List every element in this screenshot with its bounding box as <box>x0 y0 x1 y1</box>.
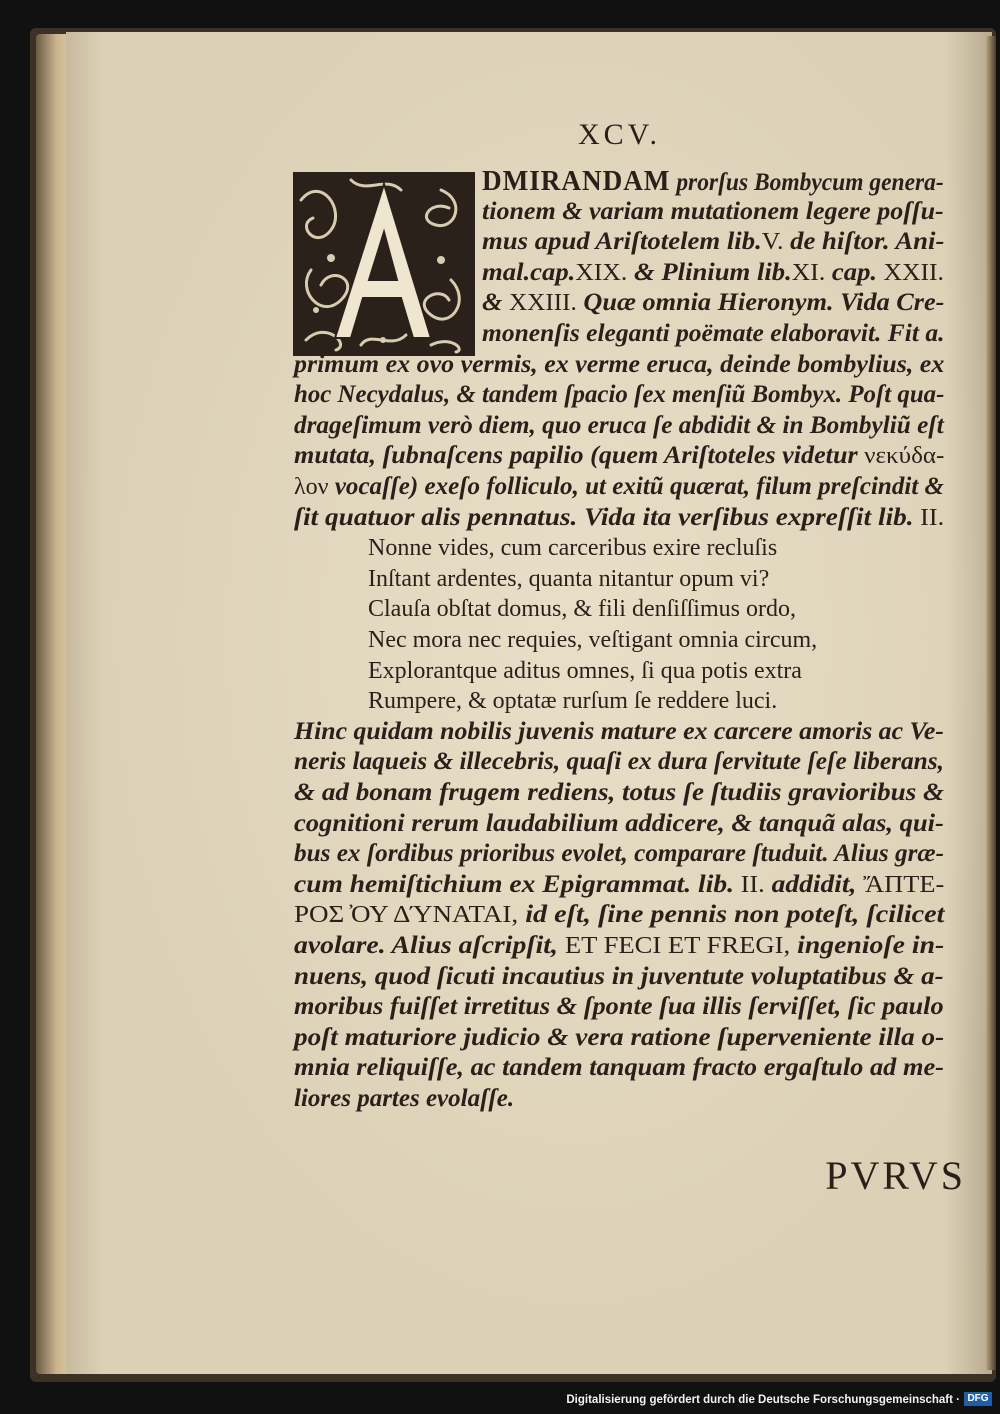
text-line <box>294 1084 514 1114</box>
footer-credit: Digitalisierung gefördert durch die Deutsche Forschungsgemeinschaft · <box>566 1394 960 1406</box>
text-run: Quæ omnia Hieronym. Vida Cre- <box>576 289 945 317</box>
text-run: ſit quatuor alis pennatus. Vida ita verſibus expreſſit lib. <box>294 503 914 531</box>
text-run: Nec mora nec requies, veſtigant omnia circum, <box>368 627 818 653</box>
text-line <box>294 503 944 533</box>
text-run: II. <box>733 871 765 898</box>
text-line <box>368 594 796 624</box>
decorated-initial <box>291 170 477 358</box>
text-run: ET FECI ET FREGI, <box>564 933 791 959</box>
text-line <box>294 411 944 441</box>
text-run: XI. <box>791 259 826 286</box>
text-run: ΡΟΣ ̓ΟΥ ΔΎΝΑΤΑΙ, <box>294 902 519 929</box>
text-run: DMIRANDAM <box>482 165 671 197</box>
text-line <box>294 1023 944 1053</box>
text-line <box>368 564 769 594</box>
text-run: & <box>482 289 509 317</box>
text-run: vocaſſe) exeſo folliculo, ut exitũ quærat, filum preſcindit & <box>328 473 945 500</box>
text-run: XXIII. <box>508 290 577 317</box>
text-run: nuens, quod ſicuti incautius in juventute voluptatibus & a- <box>294 962 944 990</box>
text-line <box>294 809 944 839</box>
text-line <box>294 900 945 930</box>
text-run: II. <box>913 504 945 531</box>
text-run: XXII. <box>877 259 944 286</box>
text-line <box>482 288 944 318</box>
text-line <box>482 319 944 349</box>
text-run: ἌΠΤΕ- <box>863 871 945 898</box>
text-run: mus apud Ariſtotelem lib. <box>482 228 762 256</box>
text-run: poſt maturiore judicio & vera ratione ſuperveniente illa o- <box>294 1023 945 1051</box>
text-run: V. <box>761 229 784 256</box>
text-run: drageſimum verò diem, quo eruca ſe abdidit & in Bombyliũ eſt <box>294 411 944 439</box>
text-run: tionem & variam mutationem legere poſſu- <box>482 197 944 225</box>
text-run: monenſis eleganti poëmate elaboravit. Fit a. <box>482 320 945 347</box>
text-line <box>482 258 944 288</box>
text-run: mnia reliquiſſe, ac tandem tanquam fracto ergaſtulo ad me- <box>294 1054 944 1082</box>
text-run: XIX. <box>575 259 628 286</box>
text-line <box>294 962 944 992</box>
text-line <box>368 625 817 655</box>
text-run: hoc Necydalus, & tandem ſpacio ſex menſiũ Bombyx. Poſt qua- <box>294 381 945 409</box>
text-line <box>482 166 944 198</box>
text-line <box>294 992 944 1022</box>
initial-letter: A <box>291 170 292 171</box>
text-run: moribus fuiſſet irretitus & ſponte ſua illis ſerviſſet, ſic paulo <box>294 993 944 1021</box>
text-line <box>294 472 944 502</box>
page-gutter <box>986 36 996 1370</box>
text-run: mutata, ſubnaſcens papilio (quem Ariſtoteles videtur <box>294 442 865 470</box>
text-run: Nonne vides, cum carceribus exire recluſis <box>368 535 778 562</box>
text-run: Hinc quidam nobilis juvenis mature ex carcere amoris ac Ve- <box>294 717 944 745</box>
text-run: addidit, <box>764 870 864 898</box>
text-line <box>294 747 944 777</box>
text-line <box>294 350 944 380</box>
text-run: ingenioſe in- <box>790 932 945 959</box>
text-run: primum ex ovo vermis, ex verme eruca, deinde bombylius, ex <box>294 350 945 378</box>
text-run: mal.cap. <box>482 258 576 286</box>
digitization-footer <box>0 1382 1000 1414</box>
text-run: avolare. Alius aſcripſit, <box>294 932 565 959</box>
text-line <box>294 839 944 869</box>
text-line <box>294 1053 944 1083</box>
text-line <box>294 717 944 747</box>
text-line <box>368 686 777 716</box>
text-run: & Plinium lib. <box>627 258 792 286</box>
text-run: λον <box>294 474 329 500</box>
text-line <box>482 227 944 257</box>
text-run: id eſt, ſine pennis non poteſt, ſcilicet <box>518 901 945 929</box>
text-run: cap. <box>825 258 878 286</box>
text-run: νεκύδα- <box>864 443 945 470</box>
text-line <box>368 533 777 563</box>
text-run: neris laqueis & illecebris, quaſi ex dura ſervitute ſeſe liberans, <box>294 748 944 776</box>
text-line <box>294 931 944 961</box>
text-run: cognitioni rerum laudabilium addicere, & tanquã alas, qui- <box>294 809 944 837</box>
page-folio: XCV. <box>578 118 661 151</box>
catchword: PVRVS <box>825 1153 966 1198</box>
text-line <box>368 656 802 686</box>
text-run: Inſtant ardentes, quanta nitantur opum vi? <box>368 565 770 592</box>
text-run: prorſus Bombycum genera- <box>670 169 944 196</box>
text-line <box>482 197 944 227</box>
text-line <box>294 441 944 471</box>
text-run: Rumpere, & optatæ rurſum ſe reddere luci. <box>368 688 778 715</box>
dfg-logo: DFG <box>964 1392 992 1406</box>
text-run: liores partes evolaſſe. <box>294 1085 515 1112</box>
text-run: & ad bonam frugem rediens, totus ſe ſtudiis gravioribus & <box>294 779 945 806</box>
text-run: de hiſtor. Ani- <box>783 228 945 256</box>
text-line <box>294 380 944 410</box>
text-run: Explorantque aditus omnes, ſi qua potis extra <box>368 657 802 684</box>
text-line <box>294 778 944 808</box>
text-run: Clauſa obſtat domus, & fili denſiſſimus ordo, <box>368 596 796 623</box>
page-edge <box>36 34 70 1374</box>
text-line <box>294 870 944 900</box>
text-run: cum hemiſtichium ex Epigrammat. lib. <box>294 870 734 898</box>
text-run: bus ex ſordibus prioribus evolet, comparare ſtuduit. Alius græ- <box>294 840 944 868</box>
